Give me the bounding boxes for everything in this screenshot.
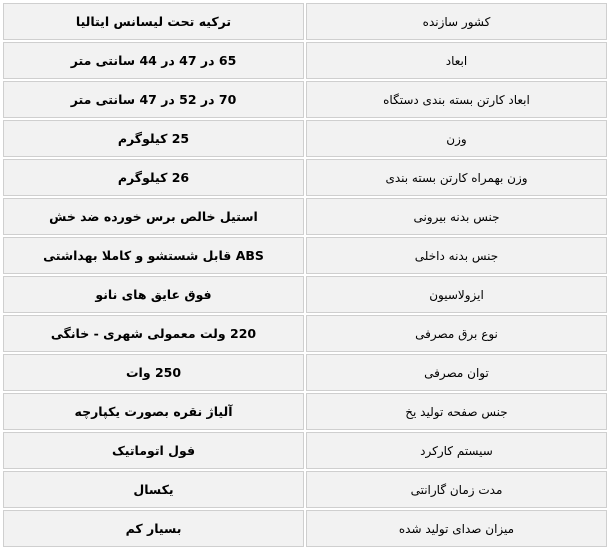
spec-label: سیستم کارکرد	[306, 432, 607, 469]
spec-value: 25 کیلوگرم	[3, 120, 304, 157]
spec-label: جنس صفحه تولید یخ	[306, 393, 607, 430]
spec-label: ابعاد کارتن بسته بندی دستگاه	[306, 81, 607, 118]
table-row	[3, 393, 607, 430]
spec-value: بسیار کم	[3, 510, 304, 547]
spec-label: جنس بدنه داخلی	[306, 237, 607, 274]
table-row	[3, 120, 607, 157]
spec-value: فوق عایق های نانو	[3, 276, 304, 313]
spec-value: 70 در 52 در 47 سانتی متر	[3, 81, 304, 118]
spec-table	[1, 1, 607, 549]
spec-value: فول اتوماتیک	[3, 432, 304, 469]
spec-value: 65 در 47 در 44 سانتی متر	[3, 42, 304, 79]
spec-value: آلیاژ نقره بصورت یکپارچه	[3, 393, 304, 430]
spec-label: وزن بهمراه کارتن بسته بندی	[306, 159, 607, 196]
spec-label: توان مصرفی	[306, 354, 607, 391]
table-row	[3, 198, 607, 235]
spec-label: کشور سازنده	[306, 3, 607, 40]
spec-label: مدت زمان گارانتی	[306, 471, 607, 508]
spec-value: یکسال	[3, 471, 304, 508]
spec-label: ابعاد	[306, 42, 607, 79]
spec-value: 250 وات	[3, 354, 304, 391]
table-row	[3, 276, 607, 313]
table-row	[3, 159, 607, 196]
table-row	[3, 510, 607, 547]
spec-value: استیل خالص برس خورده ضد خش	[3, 198, 304, 235]
spec-value: 220 ولت معمولی شهری - خانگی	[3, 315, 304, 352]
spec-label: ایزولاسیون	[306, 276, 607, 313]
table-row	[3, 237, 607, 274]
table-row	[3, 471, 607, 508]
spec-value: ترکیه تحت لیسانس ایتالیا	[3, 3, 304, 40]
table-row	[3, 354, 607, 391]
table-row	[3, 81, 607, 118]
spec-value: 26 کیلوگرم	[3, 159, 304, 196]
spec-label: وزن	[306, 120, 607, 157]
table-row	[3, 3, 607, 40]
table-row	[3, 42, 607, 79]
spec-label: میزان صدای تولید شده	[306, 510, 607, 547]
spec-table-body	[3, 3, 607, 547]
spec-label: جنس بدنه بیرونی	[306, 198, 607, 235]
spec-value: ABS قابل شستشو و کاملا بهداشتی	[3, 237, 304, 274]
spec-label: نوع برق مصرفی	[306, 315, 607, 352]
table-row	[3, 315, 607, 352]
table-row	[3, 432, 607, 469]
